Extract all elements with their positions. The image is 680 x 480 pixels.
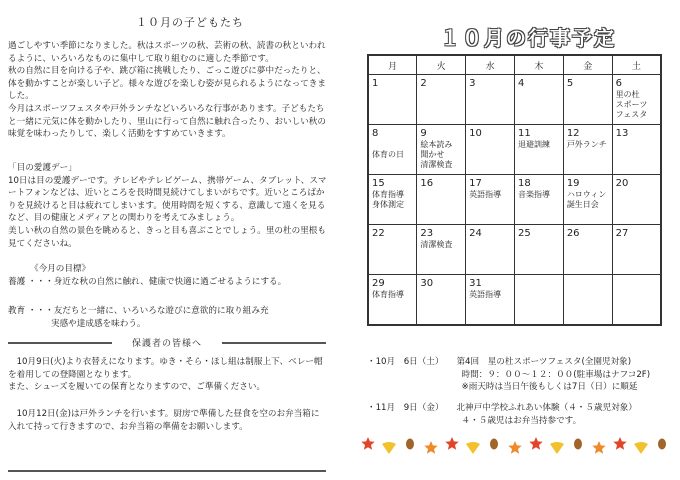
acorn-icon bbox=[658, 439, 666, 450]
day-number: 4 bbox=[517, 78, 525, 89]
calendar-day-cell bbox=[563, 275, 612, 326]
weekday-fri: 金 bbox=[563, 55, 612, 75]
autumn-leaf-icon bbox=[508, 441, 521, 454]
day-number: 5 bbox=[566, 78, 574, 89]
goals-title: 《今月の目標》 bbox=[30, 264, 91, 274]
calendar-day-cell bbox=[466, 175, 515, 225]
weekday-thu: 木 bbox=[514, 55, 563, 75]
calendar-day-cell bbox=[563, 125, 612, 175]
acorn-icon bbox=[574, 439, 582, 450]
day-number: 6 bbox=[615, 78, 623, 89]
calendar-day-cell bbox=[466, 275, 515, 326]
event-note-junior-high: ・11月 9日（金） 北神戸中学校ふれあい体験（４・５歳児対象） ４・５歳児はお弁当持参です。 bbox=[367, 403, 637, 426]
day-number: 23 bbox=[420, 228, 434, 239]
day-event: 退避訓練 bbox=[517, 140, 550, 149]
calendar-day-cell bbox=[612, 75, 661, 125]
calendar-day-cell bbox=[417, 175, 466, 225]
ginkgo-leaf-icon bbox=[382, 442, 396, 454]
calendar-day-cell bbox=[514, 175, 563, 225]
guardian-notice-title: 保護者の皆様へ bbox=[112, 336, 222, 349]
schedule-title: １０月の行事予定 bbox=[440, 26, 616, 50]
day-number: 11 bbox=[517, 128, 531, 139]
maple-leaf-icon bbox=[361, 437, 374, 450]
event-note-sports-festa: ・10月 6日（土） 第4回 星の杜スポーツフェスタ(全園児対象) 時間：９：００～１２：００(駐車場はナフコ2F) ※雨天時は当日午後もしくは7日（日）に順延 bbox=[367, 357, 651, 393]
maple-leaf-icon bbox=[613, 437, 626, 450]
day-event: 音楽指導 bbox=[517, 190, 550, 199]
day-number: 2 bbox=[420, 78, 427, 89]
left-section-title: １０月の子どもたち bbox=[136, 16, 244, 29]
calendar-day-cell bbox=[417, 275, 466, 326]
weekday-header-row bbox=[368, 55, 661, 75]
ginkgo-leaf-icon bbox=[550, 442, 564, 454]
autumn-leaf-icon bbox=[592, 441, 605, 454]
calendar-day-cell bbox=[417, 75, 466, 125]
day-number: 3 bbox=[469, 78, 476, 89]
calendar-day-cell bbox=[514, 275, 563, 326]
calendar-day-cell bbox=[368, 75, 417, 125]
ginkgo-leaf-icon bbox=[634, 442, 648, 454]
acorn-icon bbox=[490, 439, 498, 450]
day-number: 15 bbox=[372, 178, 385, 189]
day-event: 体育の日 bbox=[372, 150, 404, 159]
day-number: 16 bbox=[420, 178, 434, 189]
day-number: 20 bbox=[615, 178, 629, 189]
day-number: 29 bbox=[372, 278, 385, 289]
day-number: 13 bbox=[615, 128, 629, 139]
day-event: 清潔検査 bbox=[420, 240, 453, 249]
day-event: 里の杜 スポーツ フェスタ bbox=[615, 90, 648, 119]
calendar-day-cell bbox=[612, 175, 661, 225]
day-event: 絵本読み 聞かせ 清潔検査 bbox=[420, 140, 453, 169]
calendar-week-row bbox=[368, 125, 661, 175]
day-number: 27 bbox=[615, 228, 629, 239]
calendar-day-cell bbox=[368, 175, 417, 225]
weekday-wed: 水 bbox=[466, 55, 515, 75]
goal-nursing: 養護 ・・・身近な秋の自然に触れ、健康で快適に過ごせるようにする。 bbox=[8, 277, 287, 287]
day-event: 体育指導 bbox=[372, 290, 404, 299]
day-number: 12 bbox=[566, 128, 580, 139]
day-number: 17 bbox=[469, 178, 482, 189]
weekday-mon: 月 bbox=[368, 55, 417, 75]
calendar-day-cell bbox=[612, 225, 661, 275]
calendar-day-cell bbox=[368, 225, 417, 275]
autumn-leaf-icon bbox=[424, 441, 437, 454]
calendar-day-cell bbox=[417, 225, 466, 275]
calendar-week-row bbox=[368, 75, 661, 125]
maple-leaf-icon bbox=[445, 437, 458, 450]
goal-education: 教育 ・・・友だちと一緒に、いろいろな遊びに意欲的に取り組み充 実感や達成感を味わう。 bbox=[8, 306, 269, 329]
day-number: 10 bbox=[469, 128, 482, 139]
day-number: 30 bbox=[420, 278, 434, 289]
day-number: 25 bbox=[517, 228, 531, 239]
day-event: 戸外ランチ bbox=[566, 140, 607, 149]
calendar-day-cell bbox=[514, 225, 563, 275]
eye-care-paragraph: 「目の愛護デー」 10日は目の愛護デーです。テレビやテレビゲーム、携帯ゲーム、タブレット、スマートフォンなどは、近いところを長時間見続けてしまいがちです。近いところばかりを見続けると目は疲れてしまいます。使用時間を短くする、意識して遠くを見るなど、目の健康とメディアとの関わりを考えてみましょう。 美しい秋の自然の景色を眺めると、きっと目も喜ぶことでしょう。里の杜の里根も見てくださいね。 bbox=[8, 163, 327, 249]
day-number: 1 bbox=[372, 78, 379, 89]
autumn-leaves-decoration bbox=[358, 434, 676, 458]
weekday-sat: 土 bbox=[612, 55, 661, 75]
day-event: 英語指導 bbox=[469, 190, 502, 199]
calendar-day-cell bbox=[466, 125, 515, 175]
maple-leaf-icon bbox=[529, 437, 542, 450]
event-calendar bbox=[367, 54, 662, 326]
intro-paragraph: 過ごしやすい季節になりました。秋はスポーツの秋、芸術の秋、読書の秋といわれるように、いろいろなものに集中して取り組むのに適した季節です。 秋の自然に目を向ける子や、跳び箱に挑戦したり、ごっこ遊びに夢中だったりと、体を動かすことが楽しい子ど。様々な遊びを楽しむ姿が見られるようになってきました。 今月はスポーツフェスタや戸外ランチなどいろいろな行事があります。子どもたちと一緒に元気に体を動かしたり、里山に行って自然に触れ合ったり、おいしい秋の味覚を味わったりして、楽しく活動をすすめていきます。 bbox=[8, 41, 326, 140]
day-event: 体育指導 身体測定 bbox=[372, 190, 404, 209]
calendar-day-cell bbox=[514, 75, 563, 125]
calendar-week-row bbox=[368, 175, 661, 225]
day-number: 18 bbox=[517, 178, 531, 189]
day-number: 19 bbox=[566, 178, 580, 189]
day-number: 8 bbox=[372, 128, 379, 139]
calendar-day-cell bbox=[612, 275, 661, 326]
calendar-day-cell bbox=[563, 175, 612, 225]
calendar-day-cell bbox=[514, 125, 563, 175]
day-number: 9 bbox=[420, 128, 427, 139]
calendar-day-cell bbox=[466, 225, 515, 275]
day-event: 英語指導 bbox=[469, 290, 502, 299]
calendar-body bbox=[368, 75, 661, 326]
ginkgo-leaf-icon bbox=[466, 442, 480, 454]
day-number: 24 bbox=[469, 228, 482, 239]
calendar-day-cell bbox=[368, 125, 417, 175]
calendar-day-cell bbox=[466, 75, 515, 125]
day-number: 31 bbox=[469, 278, 482, 289]
weekday-tue: 火 bbox=[417, 55, 466, 75]
calendar-day-cell bbox=[417, 125, 466, 175]
day-number: 22 bbox=[372, 228, 385, 239]
acorn-icon bbox=[406, 439, 414, 450]
calendar-day-cell bbox=[563, 75, 612, 125]
day-event: ハロウィン 誕生日会 bbox=[566, 190, 607, 209]
calendar-week-row bbox=[368, 225, 661, 275]
calendar-day-cell bbox=[563, 225, 612, 275]
calendar-day-cell bbox=[612, 125, 661, 175]
calendar-day-cell bbox=[368, 275, 417, 326]
day-number: 26 bbox=[566, 228, 580, 239]
guardian-notice-uniform: 10月9日(火)より衣替えになります。ゆき・そら・ほし組は制服上下、ベレー帽を着用しての登降園となります。 また、シューズを履いての保育となりますので、ご準備ください。 bbox=[8, 357, 323, 393]
calendar-week-row bbox=[368, 275, 661, 326]
guardian-notice-lunch: 10月12日(金)は戸外ランチを行います。厨房で準備した昼食を空のお弁当箱に入れて持って行きますので、お弁当箱の準備をお願いします。 bbox=[8, 409, 320, 432]
